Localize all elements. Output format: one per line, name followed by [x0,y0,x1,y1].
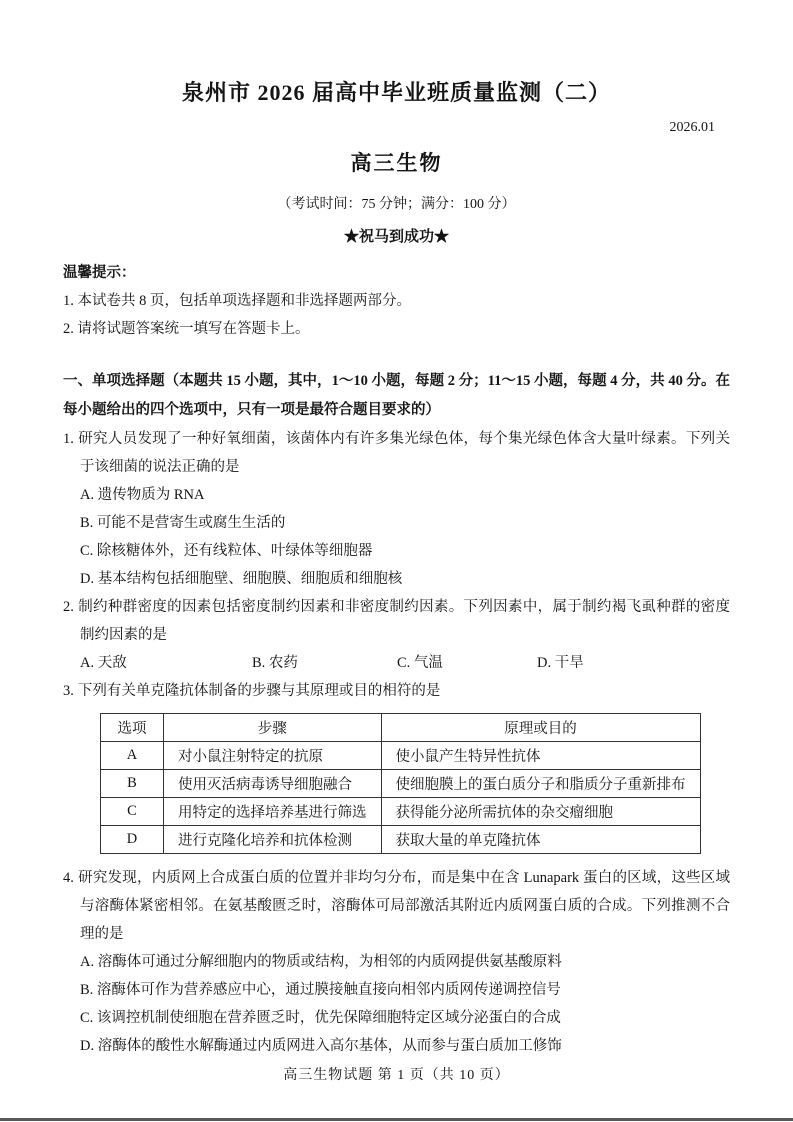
question-2-option-b: B. 农药 [252,655,298,671]
table-cell: 用特定的选择培养基进行筛选 [164,798,382,826]
table-cell: 使细胞膜上的蛋白质分子和脂质分子重新排布 [381,770,700,798]
question-4-option-a: A. 溶酶体可通过分解细胞内的物质或结构，为相邻的内质网提供氨基酸原料 [80,954,562,970]
question-2-options [63,649,730,677]
question-2-option-a: A. 天敌 [80,655,127,671]
table-header-row [101,714,701,742]
notice-title: 温馨提示： [63,265,136,281]
notice-item-1: 1. 本试卷共 8 页，包括单项选择题和非选择题两部分。 [63,293,411,309]
exam-duration-score: （考试时间：75 分钟；满分：100 分） [277,197,516,212]
section-heading: 一、单项选择题（本题共 15 小题，其中，1～10 小题，每题 2 分；11～15 小题，每题 4 分，共 40 分。在每小题给出的四个选项中，只有一项是最符合题目要求的） [63,373,730,418]
question-1-option-c: C. 除核糖体外，还有线粒体、叶绿体等细胞器 [80,543,373,559]
table-cell: 使小鼠产生特异性抗体 [381,742,700,770]
question-2-stem [63,593,730,649]
table-cell: 使用灭活病毒诱导细胞融合 [164,770,382,798]
table-cell: D [101,826,164,854]
table-cell: 进行克隆化培养和抗体检测 [164,826,382,854]
question-3 [63,677,730,854]
table-header-step: 步骤 [164,714,382,742]
table-cell: 获取大量的单克隆抗体 [381,826,700,854]
question-1-option-a: A. 遗传物质为 RNA [80,487,205,503]
table-row [101,770,701,798]
table-cell: 对小鼠注射特定的抗原 [164,742,382,770]
table-header-option: 选项 [101,714,164,742]
question-2-number: 2. [63,599,74,615]
table-header-principle: 原理或目的 [381,714,700,742]
table-row [101,742,701,770]
table-cell: 获得能分泌所需抗体的杂交瘤细胞 [381,798,700,826]
table-row [101,798,701,826]
question-4-stem-text: 研究发现，内质网上合成蛋白质的位置并非均匀分布，而是集中在含 Lunapark 蛋白的区域，这些区域与溶酶体紧密相邻。在氨基酸匮乏时，溶酶体可局部激活其附近内质网蛋白质的合成。下列推测不合理的是 [77,870,730,942]
question-3-number: 3. [63,683,74,699]
question-3-stem [63,677,730,705]
question-1-stem-text: 研究人员发现了一种好氧细菌，该菌体内有许多集光绿色体，每个集光绿色体含大量叶绿素。下列关于该细菌的说法正确的是 [77,431,730,475]
page-content [0,76,793,1060]
page-bottom-border [0,1118,793,1121]
question-3-stem-text: 下列有关单克隆抗体制备的步骤与其原理或目的相符的是 [77,683,441,699]
question-2-option-d: D. 干旱 [537,655,584,671]
table-cell: A [101,742,164,770]
question-4 [63,864,730,1060]
paper-title: 泉州市 2026 届高中毕业班质量监测（二） [181,80,611,105]
question-2-stem-text: 制约种群密度的因素包括密度制约因素和非密度制约因素。下列因素中，属于制约褐飞虱种群的密度制约因素的是 [77,599,730,643]
question-4-option-c: C. 该调控机制使细胞在营养匮乏时，优先保障细胞特定区域分泌蛋白的合成 [80,1010,561,1026]
question-1-option-d: D. 基本结构包括细胞壁、细胞膜、细胞质和细胞核 [80,571,403,587]
question-1-number: 1. [63,431,74,447]
question-2 [63,593,730,677]
question-1-stem [63,425,730,481]
question-4-option-d: D. 溶酶体的酸性水解酶通过内质网进入高尔基体，从而参与蛋白质加工修饰 [80,1038,562,1054]
question-4-stem [63,864,730,948]
table-cell: B [101,770,164,798]
question-4-option-b: B. 溶酶体可作为营养感应中心，通过膜接触直接向相邻内质网传递调控信号 [80,982,561,998]
blessing-line: ★祝马到成功★ [343,229,449,245]
notice-item-2: 2. 请将试题答案统一填写在答题卡上。 [63,321,310,337]
question-3-table [100,713,701,854]
exam-date: 2026.01 [669,120,715,135]
question-2-option-c: C. 气温 [397,655,443,671]
subject-title: 高三生物 [350,151,443,175]
page-footer: 高三生物试题 第 1 页（共 10 页） [283,1068,510,1083]
table-row [101,826,701,854]
question-1-option-b: B. 可能不是营寄生或腐生生活的 [80,515,286,531]
question-4-number: 4. [63,870,74,886]
table-cell: C [101,798,164,826]
question-1 [63,425,730,593]
